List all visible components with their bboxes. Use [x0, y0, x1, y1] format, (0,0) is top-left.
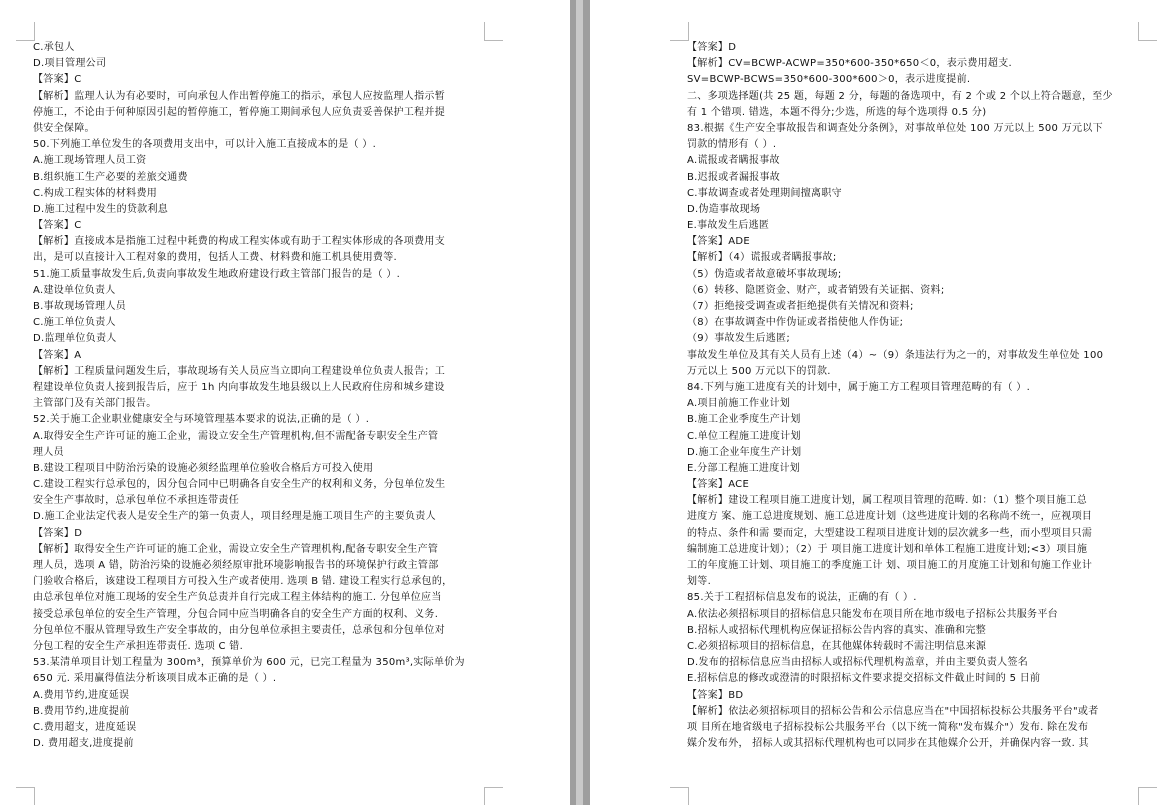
text-line: A.施工现场管理人员工资 — [33, 155, 147, 167]
text-line: B.施工企业季度生产计划 — [687, 414, 801, 426]
text-line: 【解析】工程质量问题发生后，事故现场有关人员应当立即向工程建设单位负责人报告；工 — [33, 365, 445, 377]
text-line: 编制施工总进度计划）；（2）于 项目施工进度计划和单体工程施工进度计划;<3）项目施 — [687, 543, 1088, 555]
corner-crop-mark — [670, 22, 689, 41]
text-line: 52.关于施工企业职业健康安全与环境管理基本要求的说法,正确的是（ ）. — [33, 414, 370, 426]
document-page-left — [0, 0, 570, 805]
text-line: D.监理单位负责人 — [33, 333, 117, 345]
text-line: B.招标人或招标代理机构应保证招标公告内容的真实、准确和完整 — [687, 624, 987, 636]
text-line: 程建设单位负责人接到报告后，应于 1h 内向事故发生地县级以上人民政府住房和城乡建设 — [33, 381, 445, 393]
text-line: 有 1 个错项. 错选，本题不得分;少选，所选的每个选项得 0.5 分) — [687, 106, 987, 118]
text-line: E.分部工程施工进度计划 — [687, 462, 801, 474]
corner-crop-mark — [1138, 22, 1157, 41]
text-line: B.迟报或者漏报事故 — [687, 171, 781, 183]
text-line: D.施工企业法定代表人是安全生产的第一负责人，项目经理是施工项目生产的主要负责人 — [33, 511, 436, 523]
text-line: 二、多项选择题(共 25 题，每题 2 分，每题的备选项中，有 2 个或 2 个以上符合题意，至少 — [687, 90, 1113, 102]
text-line: 安全生产事故时，总承包单位不承担连带责任 — [33, 495, 239, 507]
corner-crop-mark — [16, 22, 35, 41]
text-line: A.项目前施工作业计划 — [687, 398, 791, 410]
text-line: E.招标信息的修改或澄清的时限招标文件要求提交招标文件截止时间的 5 日前 — [687, 673, 1041, 685]
text-line: （8）在事故调查中作伪证或者指使他人作伪证; — [687, 317, 904, 329]
text-line: C.事故调查或者处理期间擅离职守 — [687, 187, 842, 199]
text-line: 【答案】ADE — [687, 236, 750, 248]
text-line: A.建设单位负责人 — [33, 284, 116, 296]
text-line: C.费用超支，进度延误 — [33, 721, 137, 733]
page-text-block — [687, 40, 1132, 752]
text-line: 由总承包单位对施工现场的安全生产负总责并自行完成工程主体结构的施工. 分包单位应当 — [33, 592, 442, 604]
text-line: 【答案】ACE — [687, 479, 750, 491]
text-line: 供安全保障。 — [33, 122, 95, 134]
text-line: 出，是可以直接计入工程对象的费用，包括人工费、材料费和施工机具使用费等. — [33, 252, 397, 264]
text-line: 【答案】C — [33, 74, 82, 86]
text-line: D.发布的招标信息应当由招标人或招标代理机构盖章，并由主要负责人签名 — [687, 657, 1029, 669]
text-line: SV=BCWP-BCWS=350*600-300*600＞0，表示进度提前. — [687, 74, 971, 86]
text-line: 主管部门及有关部门报告。 — [33, 398, 157, 410]
text-line: 【答案】BD — [687, 689, 744, 701]
text-line: 83.根据《生产安全事故报告和调查处分条例》，对事故单位处 100 万元以上 500 万元以下 — [687, 122, 1103, 134]
text-line: 【解析】依法必须招标项目的招标公告和公示信息应当在"中国招标投标公共服务平台"或者 — [687, 705, 1099, 717]
corner-crop-mark — [670, 787, 689, 805]
text-line: C.施工单位负责人 — [33, 317, 116, 329]
text-line: 项 目所在地省级电子招标投标公共服务平台（以下统一简称"发布媒介"）发布. 除在发布 — [687, 721, 1089, 733]
text-line: 工的年度施工计划、项目施工的季度施工计 划、项目施工的月度施工计划和旬施工作业计 — [687, 560, 1093, 571]
text-line: A.费用节约,进度延误 — [33, 689, 130, 701]
text-line: A.依法必须招标项目的招标信息只能发布在项目所在地市级电子招标公共服务平台 — [687, 608, 1058, 620]
text-line: C.构成工程实体的材料费用 — [33, 187, 158, 199]
text-line: 【答案】C — [33, 220, 82, 232]
text-line: 51.施工质量事故发生后,负责向事故发生地政府建设行政主管部门报告的是（ ）. — [33, 268, 401, 280]
text-line: 【解析】监理人认为有必要时，可向承包人作出暂停施工的指示，承包人应按监理人指示暂 — [33, 90, 445, 102]
text-line: （7）拒绝接受调查或者拒绝提供有关情况和资料; — [687, 301, 914, 312]
corner-crop-mark — [484, 22, 503, 41]
text-line: C.建设工程实行总承包的，因分包合同中已明确各自安全生产的权利和义务，分包单位发生 — [33, 479, 446, 491]
text-line: 84.下列与施工进度有关的计划中，属于施工方工程项目管理范畴的有（ ）. — [687, 381, 1031, 393]
text-line: 进度方 案、施工总进度规划、施工总进度计划（这些进度计划的名称尚不统一，应视项目 — [687, 511, 1093, 523]
text-line: 的特点、条件和需 要而定，大型建设工程项目进度计划的层次就多一些，而小型项目只需 — [687, 527, 1093, 539]
text-line: （9）事故发生后逃匿; — [687, 333, 791, 345]
text-line: 【解析】（4）谎报或者瞒报事故; — [687, 252, 837, 264]
text-line: 【解析】CV=BCWP-ACWP=350*600-350*650＜0，表示费用超支. — [687, 58, 1012, 70]
text-line: 停施工，不论由于何种原因引起的暂停施工，暂停施工期间承包人应负责妥善保护工程并提 — [33, 106, 445, 118]
text-line: 650 元. 采用赢得值法分析该项目成本正确的是（ ）. — [33, 673, 277, 685]
corner-crop-mark — [16, 787, 35, 805]
text-line: 85.关于工程招标信息发布的说法，正确的有（ ）. — [687, 592, 917, 604]
text-line: B.组织施工生产必要的差旅交通费 — [33, 171, 188, 183]
text-line: 万元以上 500 万元以下的罚款. — [687, 365, 831, 377]
text-line: B.费用节约,进度提前 — [33, 705, 130, 717]
text-line: 划等. — [687, 576, 712, 588]
text-line: 【解析】建设工程项目施工进度计划，属工程项目管理的范畴. 如：（1）整个项目施工总 — [687, 495, 1088, 507]
text-line: 分包单位不服从管理导致生产安全事故的，由分包单位承担主要责任，总承包和分包单位对 — [33, 624, 445, 636]
corner-crop-mark — [484, 787, 503, 805]
text-line: B.事故现场管理人员 — [33, 301, 127, 312]
text-line: （5）伪造或者故意破坏事故现场; — [687, 268, 842, 280]
text-line: E.事故发生后逃匿 — [687, 220, 770, 232]
text-line: 媒介发布外， 招标人或其招标代理机构也可以同步在其他媒介公开，并确保内容一致. 其 — [687, 738, 1089, 750]
text-line: 罚款的情形有（ ）. — [687, 139, 777, 151]
text-line: 53.某清单项目计划工程量为 300m³，预算单价为 600 元，已完工程量为 350m³,实际单价为 — [33, 657, 465, 669]
corner-crop-mark — [1138, 787, 1157, 805]
text-line: D.施工企业年度生产计划 — [687, 446, 802, 458]
text-line: D.施工过程中发生的贷款利息 — [33, 203, 169, 215]
text-line: 门验收合格后，该建设工程项目方可投入生产或者使用. 选项 B 错. 建设工程实行总承包的， — [33, 576, 453, 588]
text-line: 理人员 — [33, 446, 64, 458]
text-line: 【答案】D — [33, 527, 83, 539]
text-line: C.必须招标项目的招标信息，在其他媒体转载时不需注明信息来源 — [687, 640, 987, 652]
text-line: 【解析】取得安全生产许可证的施工企业，需设立安全生产管理机构,配备专职安全生产管 — [33, 543, 439, 555]
text-line: 【答案】D — [687, 42, 737, 53]
document-page-right — [590, 0, 1168, 805]
text-line: 【解析】直接成本是指施工过程中耗费的构成工程实体或有助于工程实体形成的各项费用支 — [33, 236, 445, 248]
text-line: D. 费用超支,进度提前 — [33, 738, 134, 750]
text-line: 50.下列施工单位发生的各项费用支出中，可以计入施工直接成本的是（ ）. — [33, 139, 377, 151]
text-line: D.伪造事故现场 — [687, 203, 761, 215]
page-text-block — [33, 40, 483, 752]
text-line: 理人员，选项 A 错，防治污染的设施必须经原审批环境影响报告书的环境保护行政主管部 — [33, 560, 439, 571]
text-line: A.谎报或者瞒报事故 — [687, 155, 780, 167]
text-line: 接受总承包单位的安全生产管理，分包合同中应当明确各自的安全生产方面的权利、义务. — [33, 608, 439, 620]
text-line: 事故发生单位及其有关人员有上述（4）~（9）条违法行为之一的，对事故发生单位处 100 — [687, 349, 1104, 361]
text-line: （6）转移、隐匿资金、财产，或者销毁有关证据、资料; — [687, 284, 945, 296]
text-line: B.建设工程项目中防治污染的设施必须经监理单位验收合格后方可投入使用 — [33, 462, 374, 474]
text-line: D.项目管理公司 — [33, 58, 107, 70]
text-line: A.取得安全生产许可证的施工企业，需设立安全生产管理机构,但不需配备专职安全生产管 — [33, 430, 439, 442]
text-line: C.承包人 — [33, 42, 75, 53]
text-line: 【答案】A — [33, 349, 82, 361]
page-gap — [570, 0, 590, 805]
text-line: 分包工程的安全生产承担连带责任. 选项 C 错. — [33, 640, 244, 652]
text-line: C.单位工程施工进度计划 — [687, 430, 801, 442]
